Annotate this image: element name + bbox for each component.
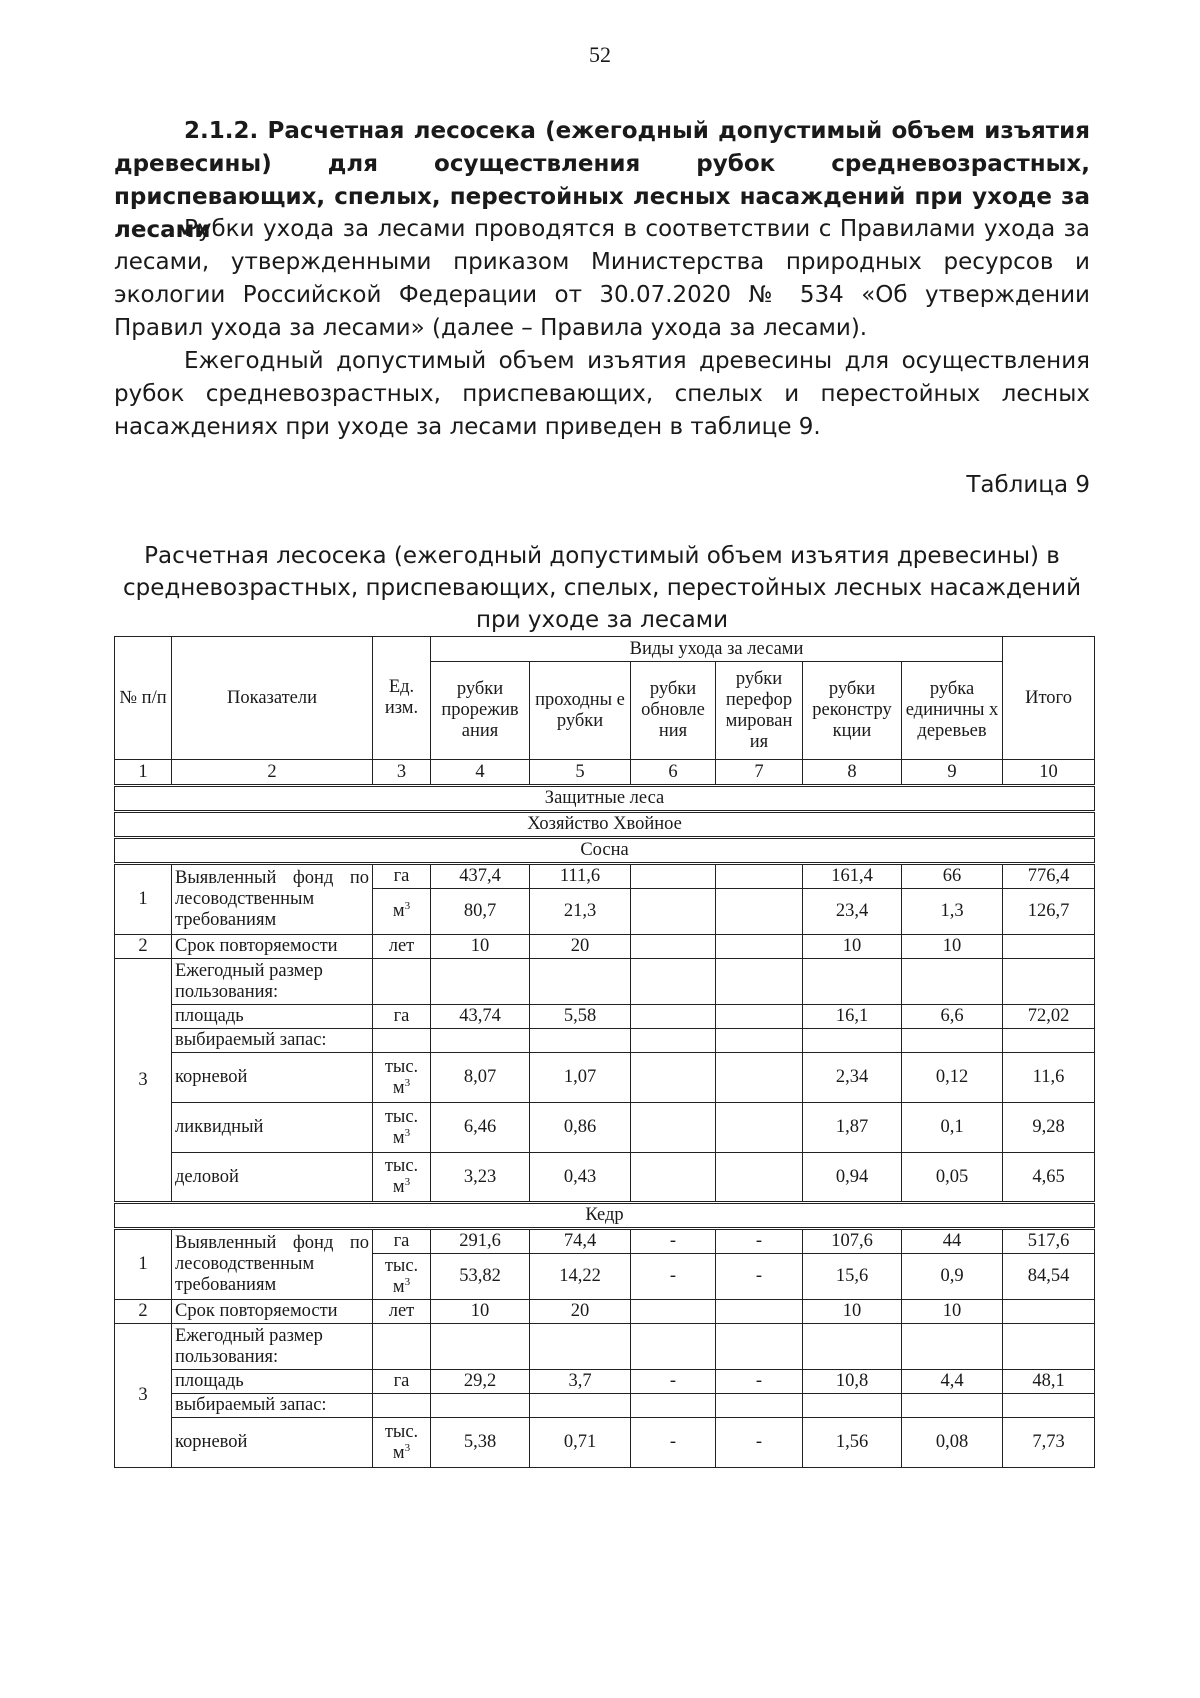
empty-cell [803,1394,902,1418]
unit-text: лет [388,1301,415,1321]
value-cell: 517,6 [1003,1229,1095,1254]
unit-cell [373,1053,431,1103]
value-cell [631,889,716,935]
unit-text: лет [388,936,415,956]
value-cell [631,1053,716,1103]
empty-cell [530,1324,631,1370]
empty-cell [902,959,1003,1005]
header-unit: Ед. изм. [373,637,431,760]
unit-superscript: 3 [404,1076,411,1089]
area-row [115,1370,1095,1394]
unit-cell [373,1370,431,1394]
total-cell [1003,935,1095,959]
value-cell: 66 [902,864,1003,889]
stock-type-label: корневой [172,1053,373,1103]
value-cell: - [631,1418,716,1468]
species-cedar [115,1203,1095,1229]
unit-cell [373,1254,431,1300]
value-cell [716,1053,803,1103]
section-coniferous-farm [115,812,1095,838]
empty-cell [373,959,431,1005]
value-cell [716,889,803,935]
value-cell: 107,6 [803,1229,902,1254]
column-number: 6 [631,760,716,786]
paragraph-volume: Ежегодный допустимый объем изъятия древесины для осуществления рубок средневозрастных, приспевающих, спелых и перестойных лесных насаждениях при уходе за лесами приведен в таблице 9. [114,348,1090,440]
value-cell [631,1103,716,1153]
empty-cell [631,1394,716,1418]
section-coniferous-farm: Хозяйство Хвойное [115,812,1095,838]
column-number: 10 [1003,760,1095,786]
value-cell: 20 [530,935,631,959]
paragraph-rules: Рубки ухода за лесами проводятся в соответствии с Правилами ухода за лесами, утвержденными приказом Министерства природных ресурсов и экологии Российской Федерации от 30.07.2020 № 534 «Об утверждении Правил ухода за лесами» (далее – Правила ухода за лесами). [114,216,1090,341]
unit-text: тыс. м [384,1056,419,1098]
value-cell [716,864,803,889]
species-pine: Сосна [115,838,1095,864]
empty-cell [716,959,803,1005]
unit-cell [373,1103,431,1153]
header-indicator: Показатели [172,637,373,760]
unit-cell [373,1229,431,1254]
period-label: Срок повторяемости [172,935,373,959]
value-cell [631,864,716,889]
total-cell: 7,73 [1003,1418,1095,1468]
stock-row [115,1103,1095,1153]
empty-cell [902,1029,1003,1053]
stock-label-row [115,1394,1095,1418]
value-cell: 80,7 [431,889,530,935]
value-cell: 111,6 [530,864,631,889]
unit-cell [373,1005,431,1029]
value-cell: 20 [530,1300,631,1324]
empty-cell [1003,1324,1095,1370]
value-cell: 291,6 [431,1229,530,1254]
value-cell: 5,58 [530,1005,631,1029]
empty-cell [530,959,631,1005]
unit-cell [373,864,431,889]
unit-cell [373,1153,431,1203]
unit-superscript: 3 [404,899,411,912]
value-cell: 5,38 [431,1418,530,1468]
value-cell: 8,07 [431,1053,530,1103]
empty-cell [1003,1394,1095,1418]
unit-superscript: 3 [404,1126,411,1139]
stock-row [115,1418,1095,1468]
value-cell: 3,23 [431,1153,530,1203]
value-cell: 16,1 [803,1005,902,1029]
header-type-reconstruction: рубки реконстру кции [803,662,902,760]
value-cell: 23,4 [803,889,902,935]
value-cell [716,1103,803,1153]
species-cedar: Кедр [115,1203,1095,1229]
header-num: № п/п [115,637,172,760]
value-cell [716,1005,803,1029]
column-number: 2 [172,760,373,786]
value-cell: 15,6 [803,1254,902,1300]
value-cell: 10,8 [803,1370,902,1394]
stock-row [115,1053,1095,1103]
value-cell: 10 [803,1300,902,1324]
empty-cell [631,959,716,1005]
row-number: 2 [115,1300,172,1324]
value-cell: 53,82 [431,1254,530,1300]
value-cell: 1,87 [803,1103,902,1153]
value-cell: 0,71 [530,1418,631,1468]
empty-cell [530,1029,631,1053]
empty-cell [716,1324,803,1370]
unit-text: м [392,901,405,921]
value-cell: 1,56 [803,1418,902,1468]
empty-cell [373,1324,431,1370]
value-cell: - [716,1254,803,1300]
value-cell [716,1153,803,1203]
empty-cell [803,1029,902,1053]
value-cell: - [631,1229,716,1254]
total-cell: 126,7 [1003,889,1095,935]
value-cell: 0,43 [530,1153,631,1203]
empty-cell [431,959,530,1005]
allowable-cut-table [114,636,1095,1468]
value-cell: 4,4 [902,1370,1003,1394]
period-label: Срок повторяемости [172,1300,373,1324]
unit-text: тыс. м [384,1421,419,1463]
row-number: 3 [115,1324,172,1468]
value-cell: 10 [803,935,902,959]
value-cell [631,1300,716,1324]
stock-label-row [115,1029,1095,1053]
annual-label-row [115,1324,1095,1370]
column-number: 7 [716,760,803,786]
header-type-reformation: рубки перефор мирован ия [716,662,803,760]
section-protective-forests: Защитные леса [115,786,1095,812]
value-cell: 0,08 [902,1418,1003,1468]
fund-label: Выявленный фонд по лесоводственным требованиям [172,864,373,935]
value-cell: 0,12 [902,1053,1003,1103]
unit-text: тыс. м [384,1255,419,1297]
row-number: 2 [115,935,172,959]
empty-cell [716,1394,803,1418]
unit-text: га [393,1006,410,1026]
unit-cell [373,1300,431,1324]
unit-text: га [393,1231,410,1251]
section-protective-forests [115,786,1095,812]
unit-cell [373,935,431,959]
period-row [115,935,1095,959]
table-label: Таблица 9 [966,472,1090,498]
value-cell: 10 [902,1300,1003,1324]
empty-cell [1003,1029,1095,1053]
empty-cell [716,1029,803,1053]
value-cell: 0,86 [530,1103,631,1153]
column-number: 9 [902,760,1003,786]
value-cell [716,1300,803,1324]
stock-label: выбираемый запас: [172,1029,373,1053]
unit-text: тыс. м [384,1156,419,1197]
value-cell: 29,2 [431,1370,530,1394]
area-label: площадь [172,1005,373,1029]
species-pine [115,838,1095,864]
value-cell [631,935,716,959]
total-cell [1003,1300,1095,1324]
value-cell: - [716,1229,803,1254]
header-type-passage: проходны е рубки [530,662,631,760]
total-cell: 4,65 [1003,1153,1095,1203]
row-number: 1 [115,864,172,935]
unit-superscript: 3 [404,1275,411,1288]
value-cell: - [631,1254,716,1300]
value-cell: 161,4 [803,864,902,889]
value-cell: 2,34 [803,1053,902,1103]
header-row-1 [115,637,1095,662]
total-cell: 11,6 [1003,1053,1095,1103]
header-types-group: Виды ухода за лесами [431,637,1003,662]
unit-cell [373,889,431,935]
stock-label: выбираемый запас: [172,1394,373,1418]
empty-cell [431,1324,530,1370]
value-cell: 3,7 [530,1370,631,1394]
stock-type-label: деловой [172,1153,373,1203]
value-cell [631,1153,716,1203]
column-numbers-row [115,760,1095,786]
period-row [115,1300,1095,1324]
empty-cell [631,1324,716,1370]
value-cell: 776,4 [1003,864,1095,889]
table-caption: Расчетная лесосека (ежегодный допустимый объем изъятия древесины) в средневозрастных, приспевающих, спелых, перестойных лесных насаждений при уходе за лесами [122,543,1082,633]
unit-text: га [393,866,410,886]
total-cell: 9,28 [1003,1103,1095,1153]
empty-cell [431,1029,530,1053]
value-cell: 0,94 [803,1153,902,1203]
stock-type-label: корневой [172,1418,373,1468]
value-cell: 6,46 [431,1103,530,1153]
column-number: 5 [530,760,631,786]
annual-label-row [115,959,1095,1005]
value-cell: 14,22 [530,1254,631,1300]
value-cell: 43,74 [431,1005,530,1029]
empty-cell [631,1029,716,1053]
empty-cell [902,1324,1003,1370]
stock-type-label: ликвидный [172,1103,373,1153]
value-cell [716,935,803,959]
unit-text: га [393,1371,410,1391]
empty-cell [431,1394,530,1418]
unit-superscript: 3 [404,1441,411,1454]
area-row [115,1005,1095,1029]
unit-cell [373,1418,431,1468]
annual-label: Ежегодный размер пользования: [172,959,373,1005]
column-number: 3 [373,760,431,786]
column-number: 1 [115,760,172,786]
row-number: 3 [115,959,172,1203]
value-cell: 437,4 [431,864,530,889]
value-cell: 0,1 [902,1103,1003,1153]
header-type-thinning: рубки прорежив ания [431,662,530,760]
fund-row [115,1229,1095,1254]
stock-row [115,1153,1095,1203]
value-cell: 10 [431,935,530,959]
total-cell: 72,02 [1003,1005,1095,1029]
empty-cell [803,1324,902,1370]
value-cell: 10 [902,935,1003,959]
row-number: 1 [115,1229,172,1300]
value-cell: 6,6 [902,1005,1003,1029]
section-heading: 2.1.2. Расчетная лесосека (ежегодный допустимый объем изъятия древесины) для осуществления рубок средневозрастных, приспевающих, спелых, перестойных лесных насаждений при уходе за лесами [114,118,1090,243]
annual-label: Ежегодный размер пользования: [172,1324,373,1370]
value-cell: - [716,1418,803,1468]
area-label: площадь [172,1370,373,1394]
empty-cell [902,1394,1003,1418]
total-cell: 84,54 [1003,1254,1095,1300]
page-number: 52 [589,42,611,67]
value-cell: 10 [431,1300,530,1324]
value-cell: 1,07 [530,1053,631,1103]
fund-row [115,864,1095,889]
unit-superscript: 3 [404,1175,411,1188]
fund-label: Выявленный фонд по лесоводственным требованиям [172,1229,373,1300]
total-cell: 48,1 [1003,1370,1095,1394]
value-cell: 44 [902,1229,1003,1254]
header-total: Итого [1003,637,1095,760]
empty-cell [373,1029,431,1053]
value-cell: - [631,1370,716,1394]
empty-cell [373,1394,431,1418]
column-number: 4 [431,760,530,786]
value-cell: 21,3 [530,889,631,935]
unit-text: тыс. м [384,1106,419,1148]
value-cell [631,1005,716,1029]
empty-cell [530,1394,631,1418]
value-cell: 0,9 [902,1254,1003,1300]
header-type-single-trees: рубка единичны х деревьев [902,662,1003,760]
value-cell: - [716,1370,803,1394]
value-cell: 74,4 [530,1229,631,1254]
header-type-renewal: рубки обновле ния [631,662,716,760]
empty-cell [1003,959,1095,1005]
value-cell: 0,05 [902,1153,1003,1203]
empty-cell [803,959,902,1005]
column-number: 8 [803,760,902,786]
value-cell: 1,3 [902,889,1003,935]
